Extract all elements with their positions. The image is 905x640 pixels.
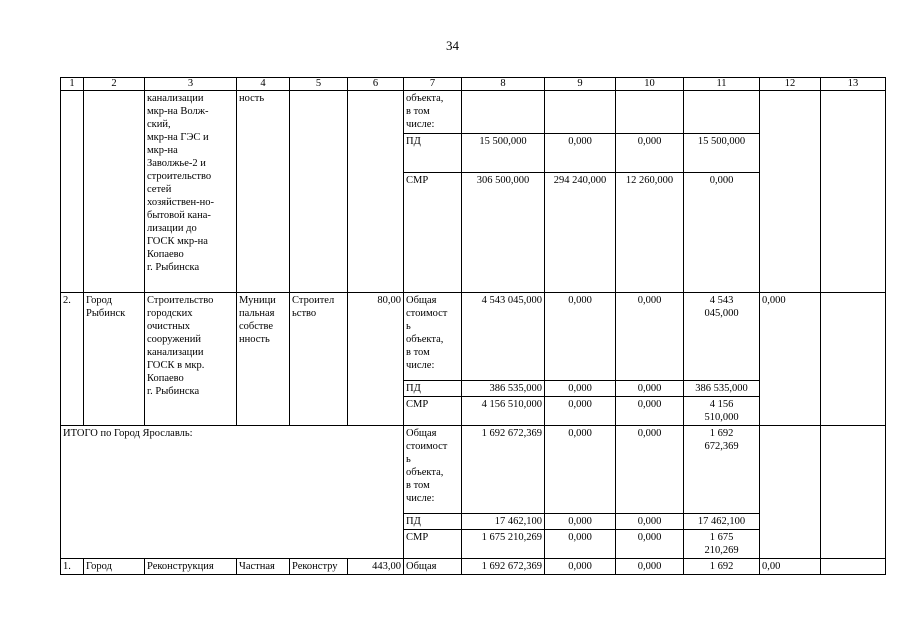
capacity: 443,00 <box>348 559 404 575</box>
column-number: 11 <box>684 78 760 91</box>
object-name: Реконструкция <box>145 559 237 575</box>
value-cell: 0,000 <box>760 293 821 426</box>
capacity: 80,00 <box>348 293 404 426</box>
value-cell: 1 692 <box>684 559 760 575</box>
value-cell: 1 692 672,369 <box>684 426 760 514</box>
value-cell: 0,000 <box>616 134 684 173</box>
pd-label: ПД <box>404 514 462 530</box>
value-cell: 17 462,100 <box>684 514 760 530</box>
column-number: 4 <box>237 78 290 91</box>
value-cell: 0,000 <box>545 559 616 575</box>
city: Город <box>84 559 145 575</box>
row-number: 1. <box>61 559 84 575</box>
column-number: 5 <box>290 78 348 91</box>
smr-label: СМР <box>404 530 462 559</box>
value-cell: 1 675 210,269 <box>462 530 545 559</box>
value-cell: 4 543 045,000 <box>684 293 760 381</box>
value-cell: 386 535,000 <box>684 381 760 397</box>
object-name: канализации мкр-на Волж- ский, мкр-на ГЭС и мкр-на Заволжье-2 и строительство сетей хозяйствен-но- бытовой кана- лизации до ГОСК мкр-на Копаево г. Рыбинска <box>145 91 237 293</box>
ownership: Муници пальная собстве нность <box>237 293 290 426</box>
value-cell: 0,000 <box>684 173 760 293</box>
value-cell: 0,000 <box>545 426 616 514</box>
smr-label: СМР <box>404 173 462 293</box>
value-cell: 4 156 510,000 <box>684 397 760 426</box>
value-cell: 0,000 <box>545 293 616 381</box>
value-cell: 0,000 <box>545 381 616 397</box>
city: Город Рыбинск <box>84 293 145 426</box>
value-cell: 0,000 <box>545 397 616 426</box>
value-cell: 4 543 045,000 <box>462 293 545 381</box>
page-number: 34 <box>446 38 459 53</box>
value-cell: 0,000 <box>545 134 616 173</box>
cost-label: Общая стоимост ь объекта, в том числе: <box>404 293 462 381</box>
value-cell: 4 156 510,000 <box>462 397 545 426</box>
value-cell: 294 240,000 <box>545 173 616 293</box>
value-cell: 17 462,100 <box>462 514 545 530</box>
total-label: ИТОГО по Город Ярославль: <box>61 426 404 559</box>
value-cell: 0,000 <box>545 514 616 530</box>
value-cell: 0,000 <box>616 559 684 575</box>
column-number: 12 <box>760 78 821 91</box>
cost-label: Общая <box>404 559 462 575</box>
table-row <box>61 91 886 134</box>
column-number: 2 <box>84 78 145 91</box>
value-cell: 1 692 672,369 <box>462 426 545 514</box>
value-cell: 1 692 672,369 <box>462 559 545 575</box>
cost-label: Общая стоимост ь объекта, в том числе: <box>404 426 462 514</box>
value-cell: 0,000 <box>616 397 684 426</box>
column-number: 1 <box>61 78 84 91</box>
work-type: Реконстру <box>290 559 348 575</box>
value-cell: 0,000 <box>616 293 684 381</box>
ownership: ность <box>237 91 290 293</box>
column-number: 8 <box>462 78 545 91</box>
value-cell: 15 500,000 <box>684 134 760 173</box>
column-number: 9 <box>545 78 616 91</box>
column-number: 6 <box>348 78 404 91</box>
value-cell: 0,000 <box>616 514 684 530</box>
pd-label: ПД <box>404 381 462 397</box>
value-cell: 0,000 <box>616 530 684 559</box>
table-row <box>61 559 886 575</box>
value-cell: 0,000 <box>616 426 684 514</box>
cost-label: объекта, в том числе: <box>404 91 462 134</box>
smr-label: СМР <box>404 397 462 426</box>
column-number: 7 <box>404 78 462 91</box>
work-type: Строител ьство <box>290 293 348 426</box>
row-number: 2. <box>61 293 84 426</box>
object-name: Строительство городских очистных сооружений канализации ГОСК в мкр. Копаево г. Рыбинска <box>145 293 237 426</box>
column-number: 10 <box>616 78 684 91</box>
value-cell: 12 260,000 <box>616 173 684 293</box>
column-number: 3 <box>145 78 237 91</box>
pd-label: ПД <box>404 134 462 173</box>
column-number-row <box>61 78 886 91</box>
value-cell: 0,000 <box>616 381 684 397</box>
value-cell: 15 500,000 <box>462 134 545 173</box>
column-number: 13 <box>821 78 886 91</box>
value-cell: 0,000 <box>545 530 616 559</box>
value-cell: 306 500,000 <box>462 173 545 293</box>
table-row <box>61 293 886 381</box>
value-cell: 386 535,000 <box>462 381 545 397</box>
ownership: Частная <box>237 559 290 575</box>
investment-table <box>60 77 886 575</box>
value-cell: 0,00 <box>760 559 821 575</box>
table-row <box>61 426 886 514</box>
value-cell: 1 675 210,269 <box>684 530 760 559</box>
